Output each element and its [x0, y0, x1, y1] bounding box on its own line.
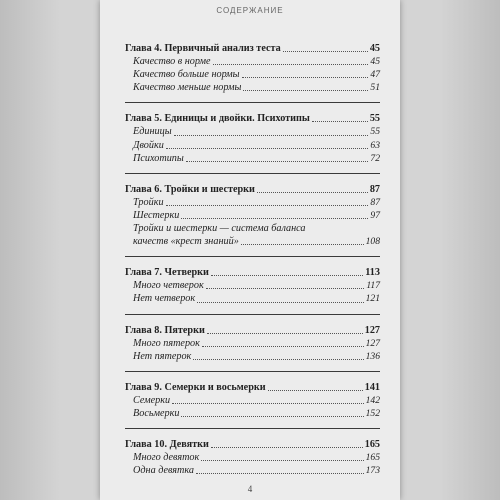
chapter-title-row	[125, 183, 380, 196]
section-title: Много девяток	[133, 452, 200, 464]
section-row	[125, 394, 380, 407]
section-title: Одна девятка	[133, 465, 194, 477]
chapter-title: Глава 4. Первичный анализ теста	[125, 43, 281, 54]
section-row	[125, 81, 380, 94]
divider	[125, 102, 380, 103]
leader-dots	[211, 447, 363, 448]
leader-dots	[312, 121, 368, 122]
leader-dots	[186, 161, 369, 162]
leader-dots	[172, 403, 364, 404]
section-title: Качество меньше нормы	[133, 82, 242, 94]
page-number: 141	[364, 381, 380, 393]
chapter-title-row	[125, 324, 380, 337]
chapter-title-row	[125, 112, 380, 125]
page-number: 142	[365, 394, 380, 406]
section-title: Качество в норме	[133, 56, 211, 68]
page-number: 121	[365, 293, 380, 305]
section-row	[125, 152, 380, 165]
section-title: Много четверок	[133, 280, 204, 292]
page-number: 63	[370, 139, 380, 151]
chapter-6	[125, 183, 380, 257]
book-page	[100, 0, 400, 500]
page-number: 87	[370, 196, 380, 208]
chapter-title-row	[125, 438, 380, 451]
page-footer-number: 4	[247, 484, 253, 494]
leader-dots	[181, 416, 363, 417]
section-row	[125, 464, 380, 477]
divider	[125, 428, 380, 429]
leader-dots	[242, 77, 369, 78]
leader-dots	[206, 288, 365, 289]
chapter-title: Глава 6. Тройки и шестерки	[125, 183, 255, 195]
page-number: 87	[369, 183, 380, 195]
page-number: 136	[365, 350, 380, 362]
section-row	[125, 209, 380, 222]
leader-dots	[201, 460, 363, 461]
section-title: Единицы	[133, 126, 172, 138]
leader-dots	[166, 205, 369, 206]
section-row	[125, 407, 380, 420]
page-number: 165	[364, 439, 380, 451]
page-number: 45	[370, 56, 380, 68]
page-number: 51	[370, 82, 380, 94]
chapter-9	[125, 381, 380, 429]
leader-dots	[202, 346, 364, 347]
leader-dots	[241, 244, 364, 245]
section-title: Психотипы	[133, 152, 184, 164]
section-row	[125, 196, 380, 209]
section-title: Шестерки	[133, 209, 180, 221]
section-title: Восьмерки	[133, 407, 180, 419]
page-number: 113	[365, 267, 380, 279]
chapter-10	[125, 438, 380, 477]
section-row	[125, 337, 380, 350]
page-number: 127	[365, 337, 380, 349]
section-title: Тройки	[133, 196, 164, 208]
section-title: Двойки	[133, 139, 164, 151]
section-row	[125, 279, 380, 292]
chapter-title: Глава 9. Семерки и восьмерки	[125, 381, 266, 393]
chapter-8	[125, 324, 380, 372]
divider	[125, 256, 380, 257]
section-row-line2	[125, 235, 380, 248]
section-row	[125, 350, 380, 363]
chapter-4	[125, 42, 380, 103]
section-row-line1	[125, 222, 380, 235]
chapter-title-row	[125, 266, 380, 279]
section-row	[125, 139, 380, 152]
leader-dots	[211, 275, 363, 276]
chapter-title: Глава 10. Девятки	[125, 439, 209, 451]
page-number: 72	[370, 152, 380, 164]
chapter-title: Глава 5. Единицы и двойки. Психотипы	[125, 113, 310, 125]
page-number: 173	[365, 465, 380, 477]
leader-dots	[196, 473, 364, 474]
section-title: Нет пятерок	[133, 350, 192, 362]
chapter-7	[125, 266, 380, 314]
leader-dots	[268, 390, 363, 391]
leader-dots	[283, 51, 368, 52]
section-title: Семерки	[133, 394, 171, 406]
section-row	[125, 292, 380, 305]
page-number: 108	[365, 236, 380, 248]
divider	[125, 314, 380, 315]
section-row	[125, 125, 380, 138]
divider	[125, 173, 380, 174]
chapter-title-row	[125, 42, 380, 55]
page-number: 45	[369, 43, 380, 54]
section-title: Нет четверок	[133, 293, 196, 305]
section-title: Тройки и шестерки — система баланса	[133, 223, 306, 235]
section-row	[125, 451, 380, 464]
leader-dots	[207, 333, 363, 334]
chapter-title: Глава 7. Четверки	[125, 267, 209, 279]
divider	[125, 371, 380, 372]
section-title: качеств «крест знаний»	[133, 236, 239, 248]
page-number: 47	[370, 69, 380, 81]
leader-dots	[213, 64, 369, 65]
section-row	[125, 68, 380, 81]
section-title: Качество больше нормы	[133, 69, 240, 81]
page-number: 152	[365, 407, 380, 419]
section-title: Много пятерок	[133, 337, 200, 349]
table-of-contents	[125, 42, 380, 477]
leader-dots	[243, 90, 368, 91]
page-header: СОДЕРЖАНИЕ	[216, 6, 284, 15]
leader-dots	[193, 359, 363, 360]
chapter-5	[125, 112, 380, 173]
page-number: 165	[365, 452, 380, 464]
chapter-title: Глава 8. Пятерки	[125, 324, 205, 336]
page-number: 55	[370, 126, 380, 138]
chapter-title-row	[125, 381, 380, 394]
leader-dots	[174, 135, 369, 136]
page-number: 117	[366, 280, 380, 292]
leader-dots	[197, 302, 363, 303]
page-number: 127	[364, 324, 380, 336]
page-number: 97	[370, 209, 380, 221]
leader-dots	[257, 192, 368, 193]
leader-dots	[181, 218, 368, 219]
page-number: 55	[369, 113, 380, 125]
section-row	[125, 55, 380, 68]
leader-dots	[166, 148, 369, 149]
